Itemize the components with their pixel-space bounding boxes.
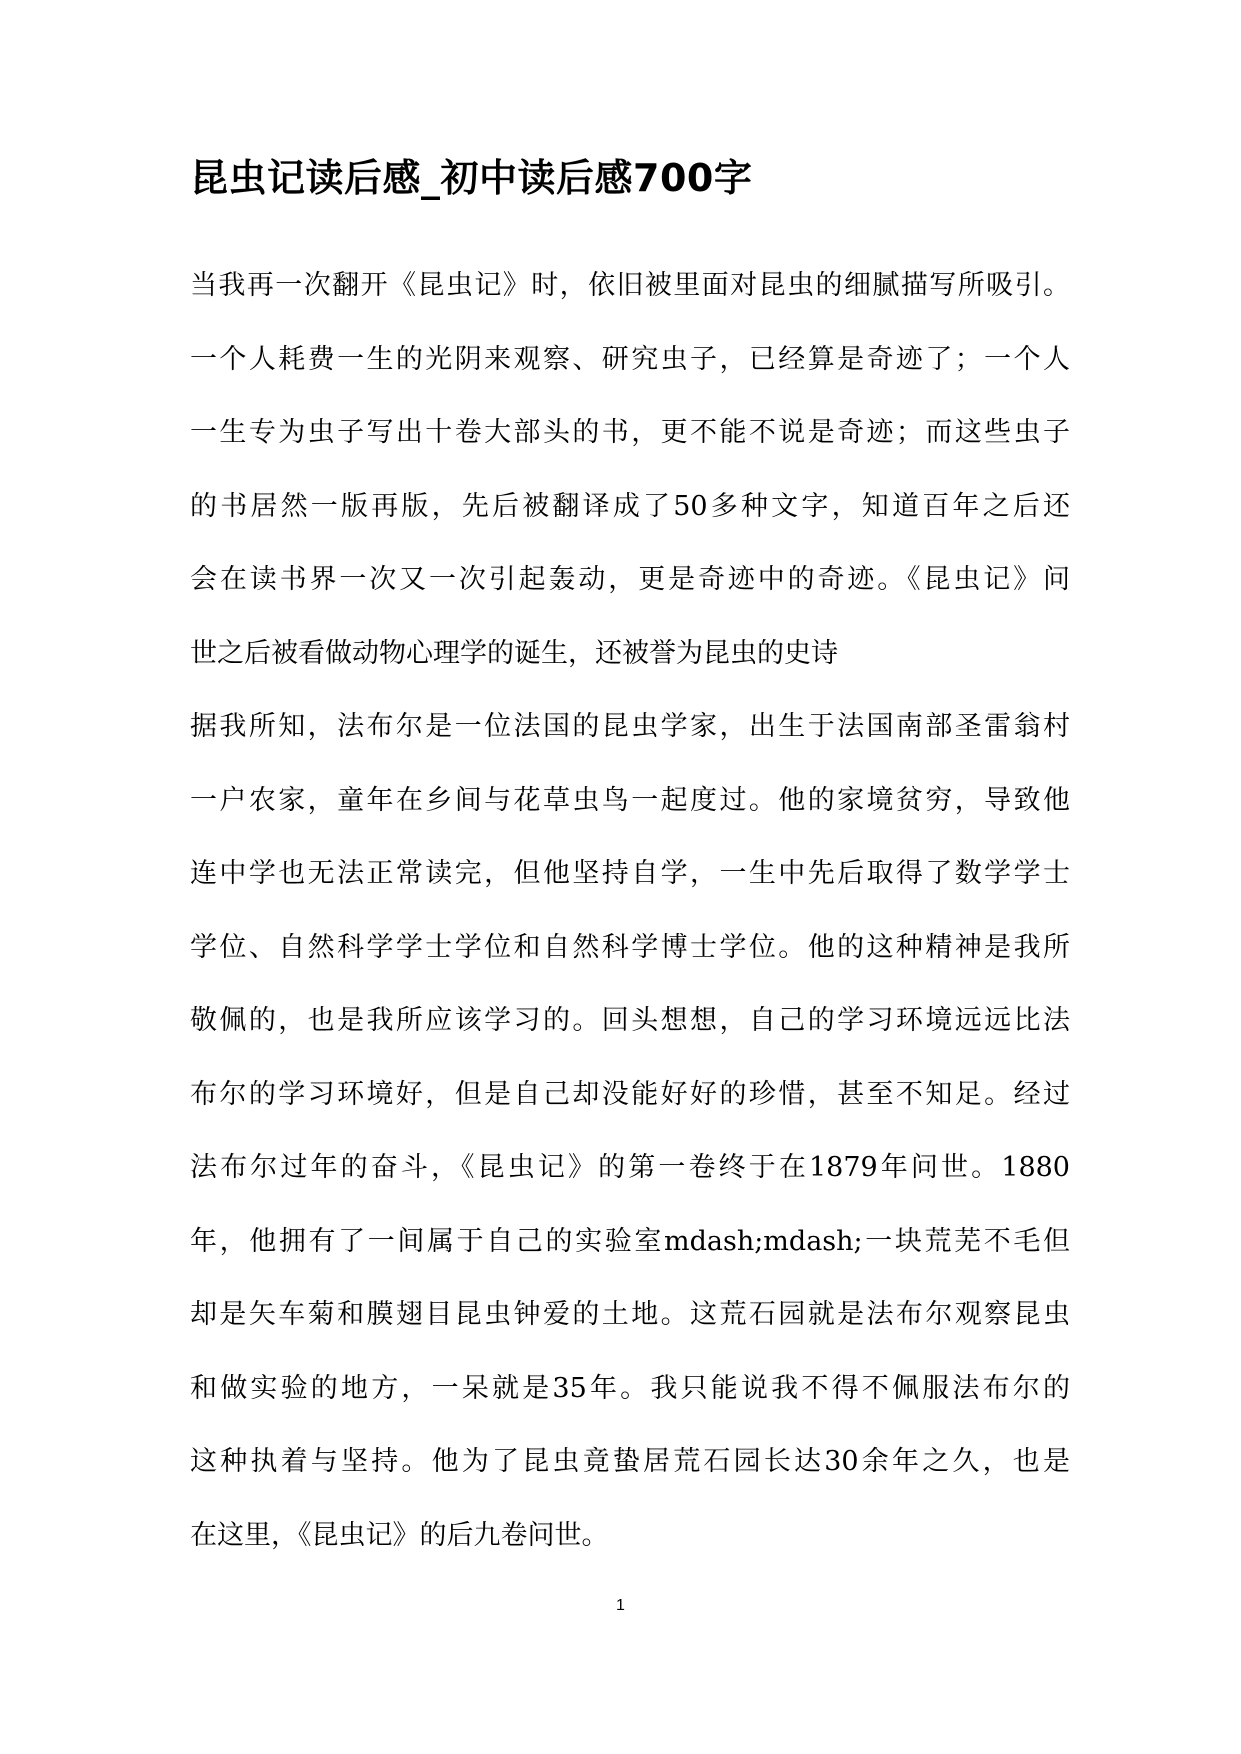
text-line: 敬佩的，也是我所应该学习的。回头想想，自己的学习环境远远比法 [190, 1005, 1070, 1036]
text-line: 一生专为虫子写出十卷大部头的书，更不能不说是奇迹；而这些虫子 [190, 417, 1070, 448]
text-line: 当我再一次翻开《昆虫记》时，依旧被里面对昆虫的细腻描写所吸引。 [190, 270, 1070, 301]
text-line: 这种执着与坚持。他为了昆虫竟蛰居荒石园长达30余年之久，也是 [190, 1446, 1070, 1477]
text-line: 一户农家，童年在乡间与花草虫鸟一起度过。他的家境贫穷，导致他 [190, 784, 1070, 816]
paragraph-2 [190, 701, 1070, 1583]
text-line: 和做实验的地方，一呆就是35年。我只能说我不得不佩服法布尔的 [190, 1372, 1070, 1404]
text-line: 一个人耗费一生的光阴来观察、研究虫子，已经算是奇迹了；一个人 [190, 343, 1070, 375]
document-title: 昆虫记读后感_初中读后感700字 [190, 156, 753, 200]
text-line: 连中学也无法正常读完，但他坚持自学，一生中先后取得了数学学士 [190, 858, 1070, 889]
text-line: 会在读书界一次又一次引起轰动，更是奇迹中的奇迹。《昆虫记》问 [190, 564, 1070, 595]
text-line: 年，他拥有了一间属于自己的实验室mdash;mdash;一块荒芜不毛但 [190, 1225, 1070, 1257]
paragraph-1 [190, 260, 1070, 701]
text-line: 法布尔过年的奋斗，《昆虫记》的第一卷终于在1879年问世。1880 [190, 1152, 1070, 1183]
text-line: 世之后被看做动物心理学的诞生，还被誉为昆虫的史诗 [190, 637, 838, 669]
page-number: 1 [616, 1597, 625, 1614]
text-line: 布尔的学习环境好，但是自己却没能好好的珍惜，甚至不知足。经过 [190, 1078, 1070, 1110]
text-line: 学位、自然科学学士学位和自然科学博士学位。他的这种精神是我所 [190, 931, 1070, 963]
document-body [190, 260, 1070, 1583]
text-line: 的书居然一版再版，先后被翻译成了50多种文字，知道百年之后还 [190, 490, 1070, 522]
text-line: 在这里，《昆虫记》的后九卷问世。 [190, 1519, 609, 1551]
text-line: 据我所知，法布尔是一位法国的昆虫学家，出生于法国南部圣雷翁村 [190, 711, 1070, 742]
text-line: 却是矢车菊和膜翅目昆虫钟爱的土地。这荒石园就是法布尔观察昆虫 [190, 1299, 1070, 1330]
